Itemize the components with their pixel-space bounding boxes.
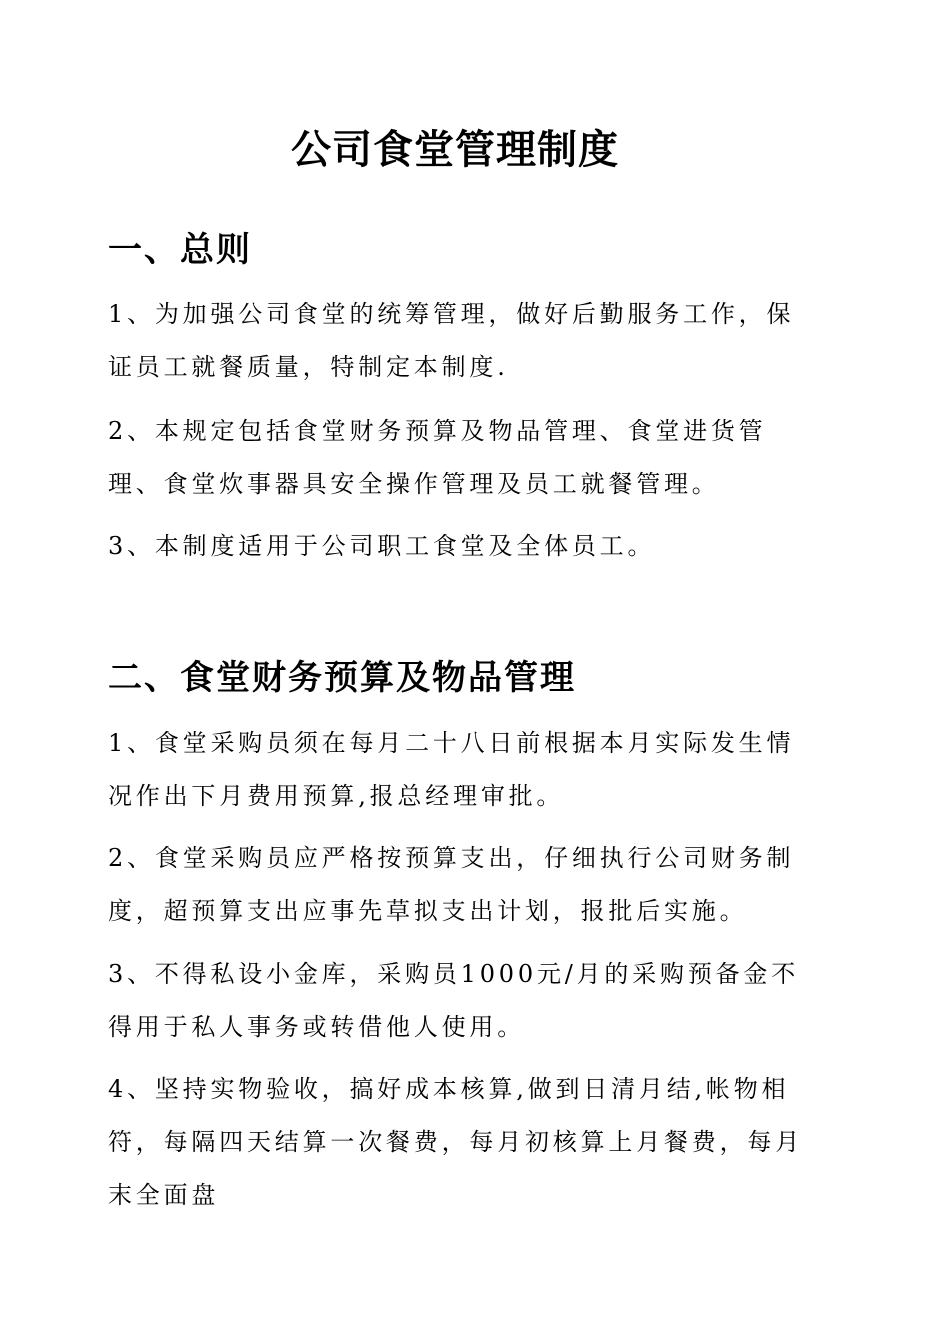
paragraph: 3、不得私设小金库，采购员1000元/月的采购预备金不得用于私人事务或转借他人使用。 [108,960,800,1041]
paragraph: 2、食堂采购员应严格按预算支出，仔细执行公司财务制度，超预算支出应事先草拟支出计划，报批后实施。 [108,844,795,925]
paragraph: 1、食堂采购员须在每月二十八日前根据本月实际发生情况作出下月费用预算,报总经理审批。 [108,729,795,810]
paragraph: 1、为加强公司食堂的统筹管理，做好后勤服务工作，保证员工就餐质量，特制定本制度. [108,300,795,381]
paragraph: 4、坚持实物验收，搞好成本核算,做到日清月结,帐物相符，每隔四天结算一次餐费，每月初核算上月餐费，每月末全面盘 [108,1075,803,1209]
section-heading-finance: 二、食堂财务预算及物品管理 [108,658,576,698]
paragraph: 2、本规定包括食堂财务预算及物品管理、食堂进货管理、食堂炊事器具安全操作管理及员工就餐管理。 [108,417,767,498]
document-title: 公司食堂管理制度 [291,127,619,173]
paragraph: 3、本制度适用于公司职工食堂及全体员工。 [108,532,656,560]
section-heading-general: 一、总则 [108,230,252,270]
